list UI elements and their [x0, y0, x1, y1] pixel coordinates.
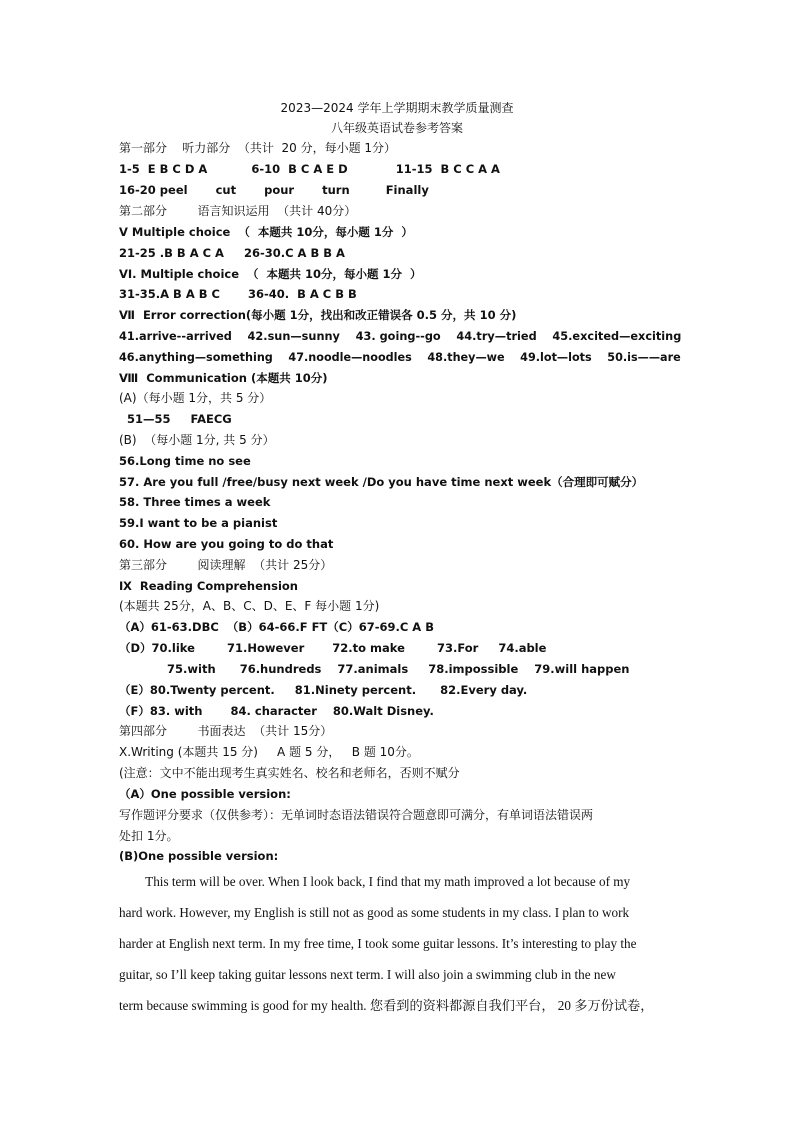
answer-line: 31-35.A B A B C 36-40. B A C B B — [119, 287, 357, 301]
subsection-heading: （A）One possible version: — [119, 787, 291, 801]
answer-line: 51—55 FAECG — [119, 412, 232, 426]
answer-line: （A）61-63.DBC （B）64-66.F FT（C）67-69.C A B — [119, 620, 434, 634]
answer-line: 58. Three times a week — [119, 495, 271, 509]
essay-line: term because swimming is good for my health. 您看到的资料都源自我们平台， 20 多万份试卷， — [119, 998, 654, 1013]
grading-note: 写作题评分要求（仅供参考）：无单词时态语法错误符合题意即可满分，有单词语法错误两 — [119, 808, 594, 822]
answer-line: 1-5 E B C D A 6-10 B C A E D 11-15 B C C A A — [119, 162, 500, 176]
answer-line: （E）80.Twenty percent. 81.Ninety percent. 82.Every day. — [119, 683, 528, 697]
essay-line: guitar, so I’ll keep taking guitar lessons next term. I will also join a swimming club in the new — [119, 967, 616, 982]
subsection-heading: Ⅹ.Writing (本题共 15 分) A 题 5 分， B 题 10分。 — [119, 745, 419, 759]
section-listening-heading: 第一部分 听力部分 （共计 20 分，每小题 1分） — [119, 141, 397, 155]
subsection-note: (本题共 25分，A、B、C、D、E、F 每小题 1分) — [119, 599, 380, 613]
section-language-heading: 第二部分 语言知识运用 （共计 40分） — [119, 204, 357, 218]
answer-line: 41.arrive--arrived 42.sun—sunny 43. going--go 44.try—tried 45.excited—exciting — [119, 329, 682, 343]
answer-line: 46.anything—something 47.noodle—noodles 48.they—we 49.lot—lots 50.is——are — [119, 350, 681, 364]
essay-line: hard work. However, my English is still not as good as some students in my class. I plan to work — [119, 905, 630, 920]
answer-line: 59.I want to be a pianist — [119, 516, 278, 530]
answer-line: （D）70.like 71.However 72.to make 73.For 74.able — [119, 641, 547, 655]
subsection-heading: V Multiple choice （ 本题共 10分，每小题 1分 ） — [119, 225, 413, 239]
answer-line: 21-25 .B B A C A 26-30.C A B B A — [119, 246, 345, 260]
subsection-note: (注意：文中不能出现考生真实姓名、校名和老师名，否则不赋分 — [119, 766, 460, 780]
essay-line: harder at English next term. In my free time, I took some guitar lessons. It’s interesting to play the — [119, 936, 637, 951]
grading-note: 处扣 1分。 — [119, 829, 179, 843]
subsection-heading: VI. Multiple choice （ 本题共 10分，每小题 1分 ） — [119, 267, 422, 281]
section-writing-heading: 第四部分 书面表达 （共计 15分） — [119, 724, 333, 738]
essay-line: This term will be over. When I look back, I find that my math improved a lot because of my — [119, 874, 631, 889]
sample-essay — [119, 873, 681, 1013]
subsection-heading: (B)One possible version: — [119, 849, 279, 863]
subsection-note: (A)（每小题 1分，共 5 分） — [119, 391, 272, 405]
answer-line: 56.Long time no see — [119, 454, 251, 468]
answer-line: 75.with 76.hundreds 77.animals 78.impossible 79.will happen — [119, 662, 630, 676]
answer-line: 57. Are you full /free/busy next week /Do you have time next week（合理即可赋分） — [119, 475, 644, 489]
subsection-heading: Ⅸ Reading Comprehension — [119, 579, 298, 593]
subsection-heading: Ⅶ Error correction(每小题 1分，找出和改正错误各 0.5 分，共 10 分) — [119, 308, 517, 322]
doc-subtitle: 八年级英语试卷参考答案 — [330, 121, 463, 135]
answer-line: （F）83. with 84. character 80.Walt Disney. — [119, 704, 434, 718]
answer-line: 60. How are you going to do that — [119, 537, 334, 551]
doc-title: 2023—2024 学年上学期期末教学质量测查 — [280, 101, 514, 115]
section-reading-heading: 第三部分 阅读理解 （共计 25分） — [119, 558, 333, 572]
answer-line: 16-20 peel cut pour turn Finally — [119, 183, 429, 197]
subsection-note: (B) （每小题 1分, 共 5 分） — [119, 433, 275, 447]
subsection-heading: Ⅷ Communication (本题共 10分) — [119, 371, 328, 385]
